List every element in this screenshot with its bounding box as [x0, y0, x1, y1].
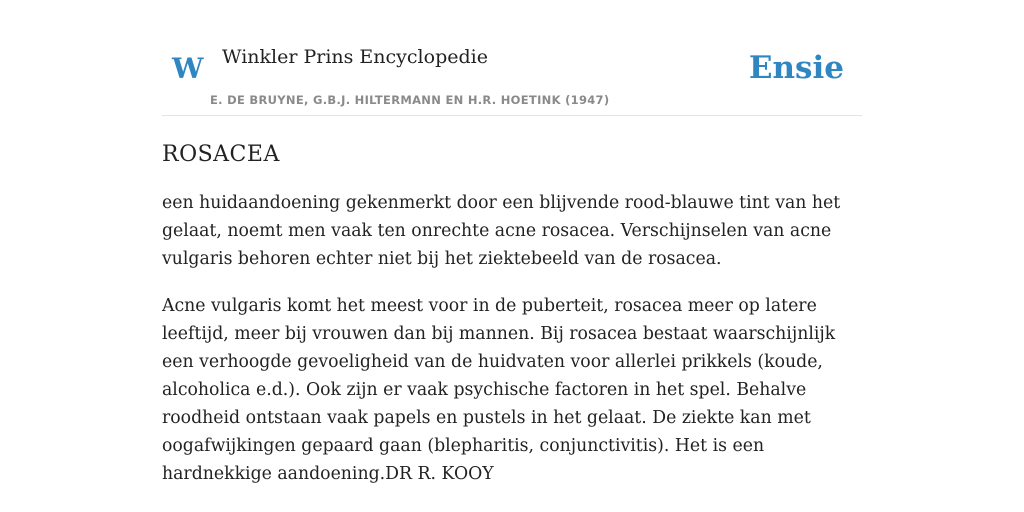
- page-title: ROSACEA: [162, 142, 280, 167]
- ensie-brand-link[interactable]: Ensie: [748, 50, 844, 86]
- article-paragraph-1: een huidaandoening gekenmerkt door een blijvende rood-blauwe tint van het gelaat, noemt men vaak ten onrechte acne rosacea. Verschijnselen van acne vulgaris behoren echter niet bij het ziektebeeld van de rosacea.: [162, 193, 841, 269]
- page-container: [162, 40, 862, 488]
- source-authors: E. DE BRUYNE, G.B.J. HILTERMANN EN H.R. HOETINK (1947): [210, 93, 610, 107]
- source-header: [162, 40, 862, 116]
- source-title[interactable]: Winkler Prins Encyclopedie: [222, 46, 488, 68]
- winkler-prins-logo-icon[interactable]: W: [172, 52, 204, 85]
- article-paragraph-2: Acne vulgaris komt het meest voor in de puberteit, rosacea meer op latere leeftijd, meer bij vrouwen dan bij mannen. Bij rosacea bestaat waarschijnlijk een verhoogde gevoeligheid van de huidvaten voor allerlei prikkels (koude, alcoholica e.d.). Ook zijn er vaak psychische factoren in het spel. Behalve roodheid ontstaan vaak papels en pustels in het gelaat. De ziekte kan met oogafwijkingen gepaard gaan (blepharitis, conjunctivitis). Het is een hardnekkige aandoening.DR R. KOOY: [162, 296, 836, 484]
